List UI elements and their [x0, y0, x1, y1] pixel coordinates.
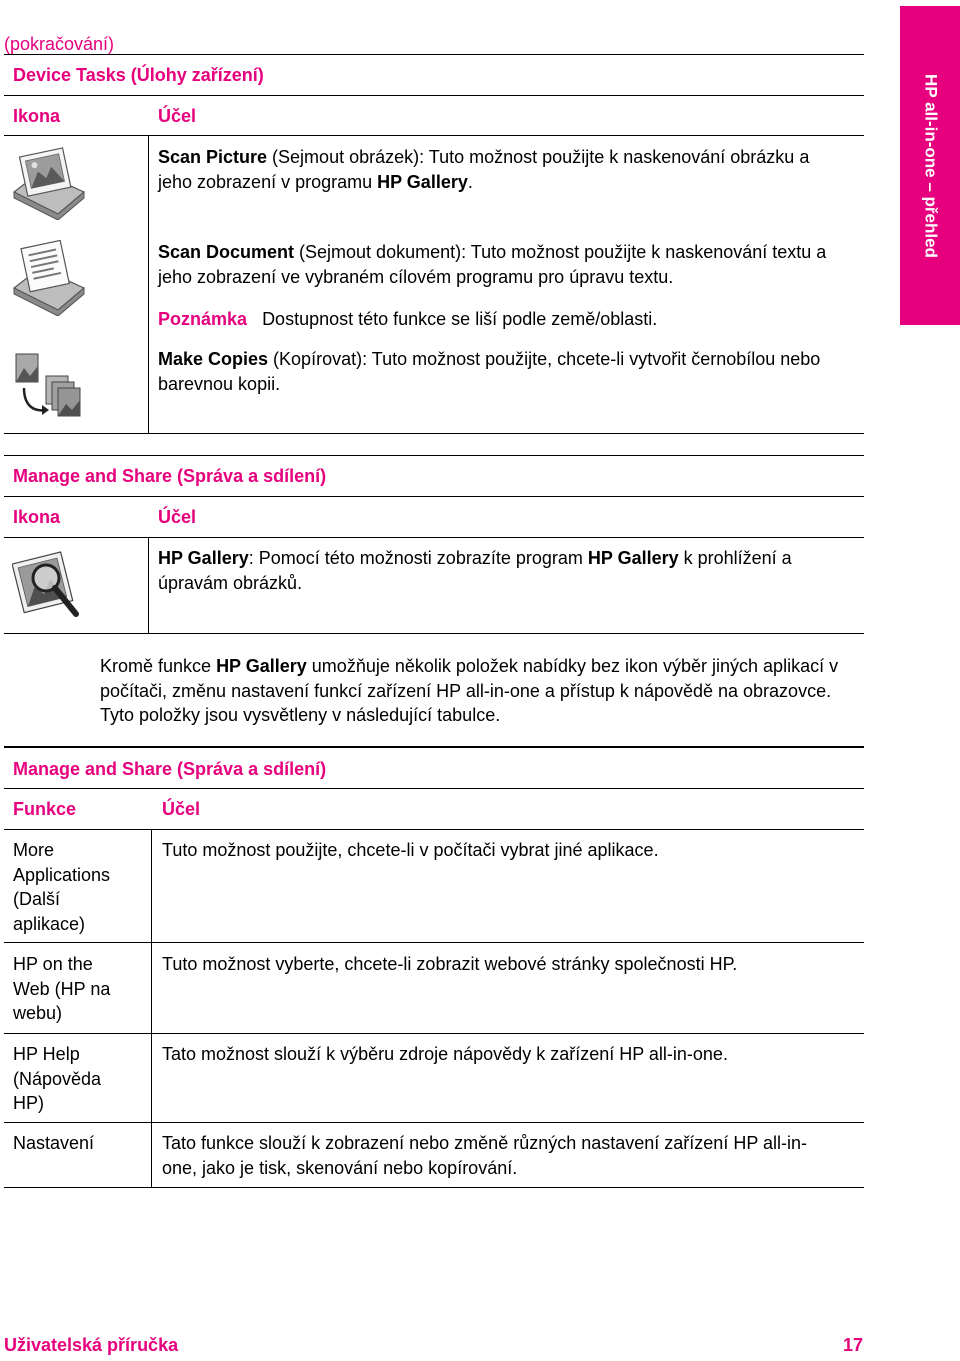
footer-guide-title: Uživatelská příručka — [4, 1335, 179, 1355]
column-header-icon: Ikona — [13, 106, 61, 126]
function-description: (Sejmout dokument): Tuto možnost použijte k naskenování textu a jeho zobrazení ve vybraném cílovém programu pro úpravu textu. — [158, 242, 827, 287]
column-header-purpose: Účel — [162, 799, 201, 819]
note-label: Poznámka — [158, 309, 248, 329]
product-name: HP Gallery — [377, 171, 468, 192]
column-header-function: Funkce — [13, 799, 77, 819]
column-header-purpose: Účel — [158, 106, 197, 126]
function-name: Nastavení — [13, 1133, 95, 1153]
hp-gallery-icon — [12, 548, 86, 622]
function-name: Scan Document — [158, 242, 295, 262]
function-description: : Pomocí této možnosti zobrazíte program — [248, 548, 588, 568]
scan-document-icon — [10, 240, 86, 316]
function-description: Tuto možnost vyberte, chcete-li zobrazit webové stránky společnosti HP. — [162, 954, 738, 974]
product-name: HP Gallery — [587, 548, 679, 568]
row-scan-document — [158, 240, 848, 289]
function-name: Make Copies — [158, 349, 269, 369]
page-number: 17 — [843, 1335, 864, 1355]
continued-label: (pokračování) — [4, 34, 115, 54]
row-scan-picture — [158, 145, 848, 194]
product-name: HP Gallery — [216, 656, 307, 676]
column-header-icon: Ikona — [13, 507, 61, 527]
column-header-purpose: Účel — [158, 507, 197, 527]
side-tab-label: HP all-in-one – přehled — [921, 74, 941, 258]
body-paragraph — [100, 654, 840, 728]
function-name: HP Help (Nápověda HP) — [13, 1044, 102, 1113]
side-section-tab — [900, 6, 960, 325]
scan-picture-icon — [10, 146, 86, 220]
function-description-end: k prohlížení a úpravám obrázků. — [158, 548, 792, 593]
sentence-end: . — [467, 171, 473, 192]
function-name: More Applications (Další aplikace) — [13, 840, 111, 934]
table-title: Manage and Share (Správa a sdílení) — [13, 759, 327, 779]
paragraph-text-end: umožňuje několik položek nabídky bez ikon výběr jiných aplikací v počítači, změnu nastavení funkcí zařízení HP all-in-one a přístup k nápovědě na obrazovce. Tyto položky jsou vysvětleny v následující tabulce. — [100, 656, 839, 725]
function-name: HP on the Web (HP na webu) — [13, 954, 111, 1023]
function-description: Tato možnost slouží k výběru zdroje nápovědy k zařízení HP all-in-one. — [162, 1044, 728, 1064]
paragraph-text: Kromě funkce — [100, 656, 217, 676]
row-make-copies — [158, 347, 848, 396]
function-description: Tuto možnost použijte, chcete-li v počítači vybrat jiné aplikace. — [162, 840, 659, 860]
row-hp-gallery — [158, 546, 848, 595]
make-copies-icon — [12, 352, 84, 420]
function-name: Scan Picture — [158, 147, 268, 167]
function-description: (Kopírovat): Tuto možnost použijte, chcete-li vytvořit černobílou nebo barevnou kopii. — [158, 349, 821, 394]
table-title: Device Tasks (Úlohy zařízení) — [13, 65, 264, 85]
note-text: Dostupnost této funkce se liší podle země/oblasti. — [262, 309, 658, 329]
function-description: (Sejmout obrázek): Tuto možnost použijte k naskenování obrázku a jeho zobrazení v programu — [158, 147, 810, 192]
function-name: HP Gallery — [158, 548, 249, 568]
table-title: Manage and Share (Správa a sdílení) — [13, 466, 327, 486]
note — [158, 307, 858, 332]
function-description: Tato funkce slouží k zobrazení nebo změně různých nastavení zařízení HP all-in-one, jako je tisk, skenování nebo kopírování. — [162, 1133, 808, 1178]
